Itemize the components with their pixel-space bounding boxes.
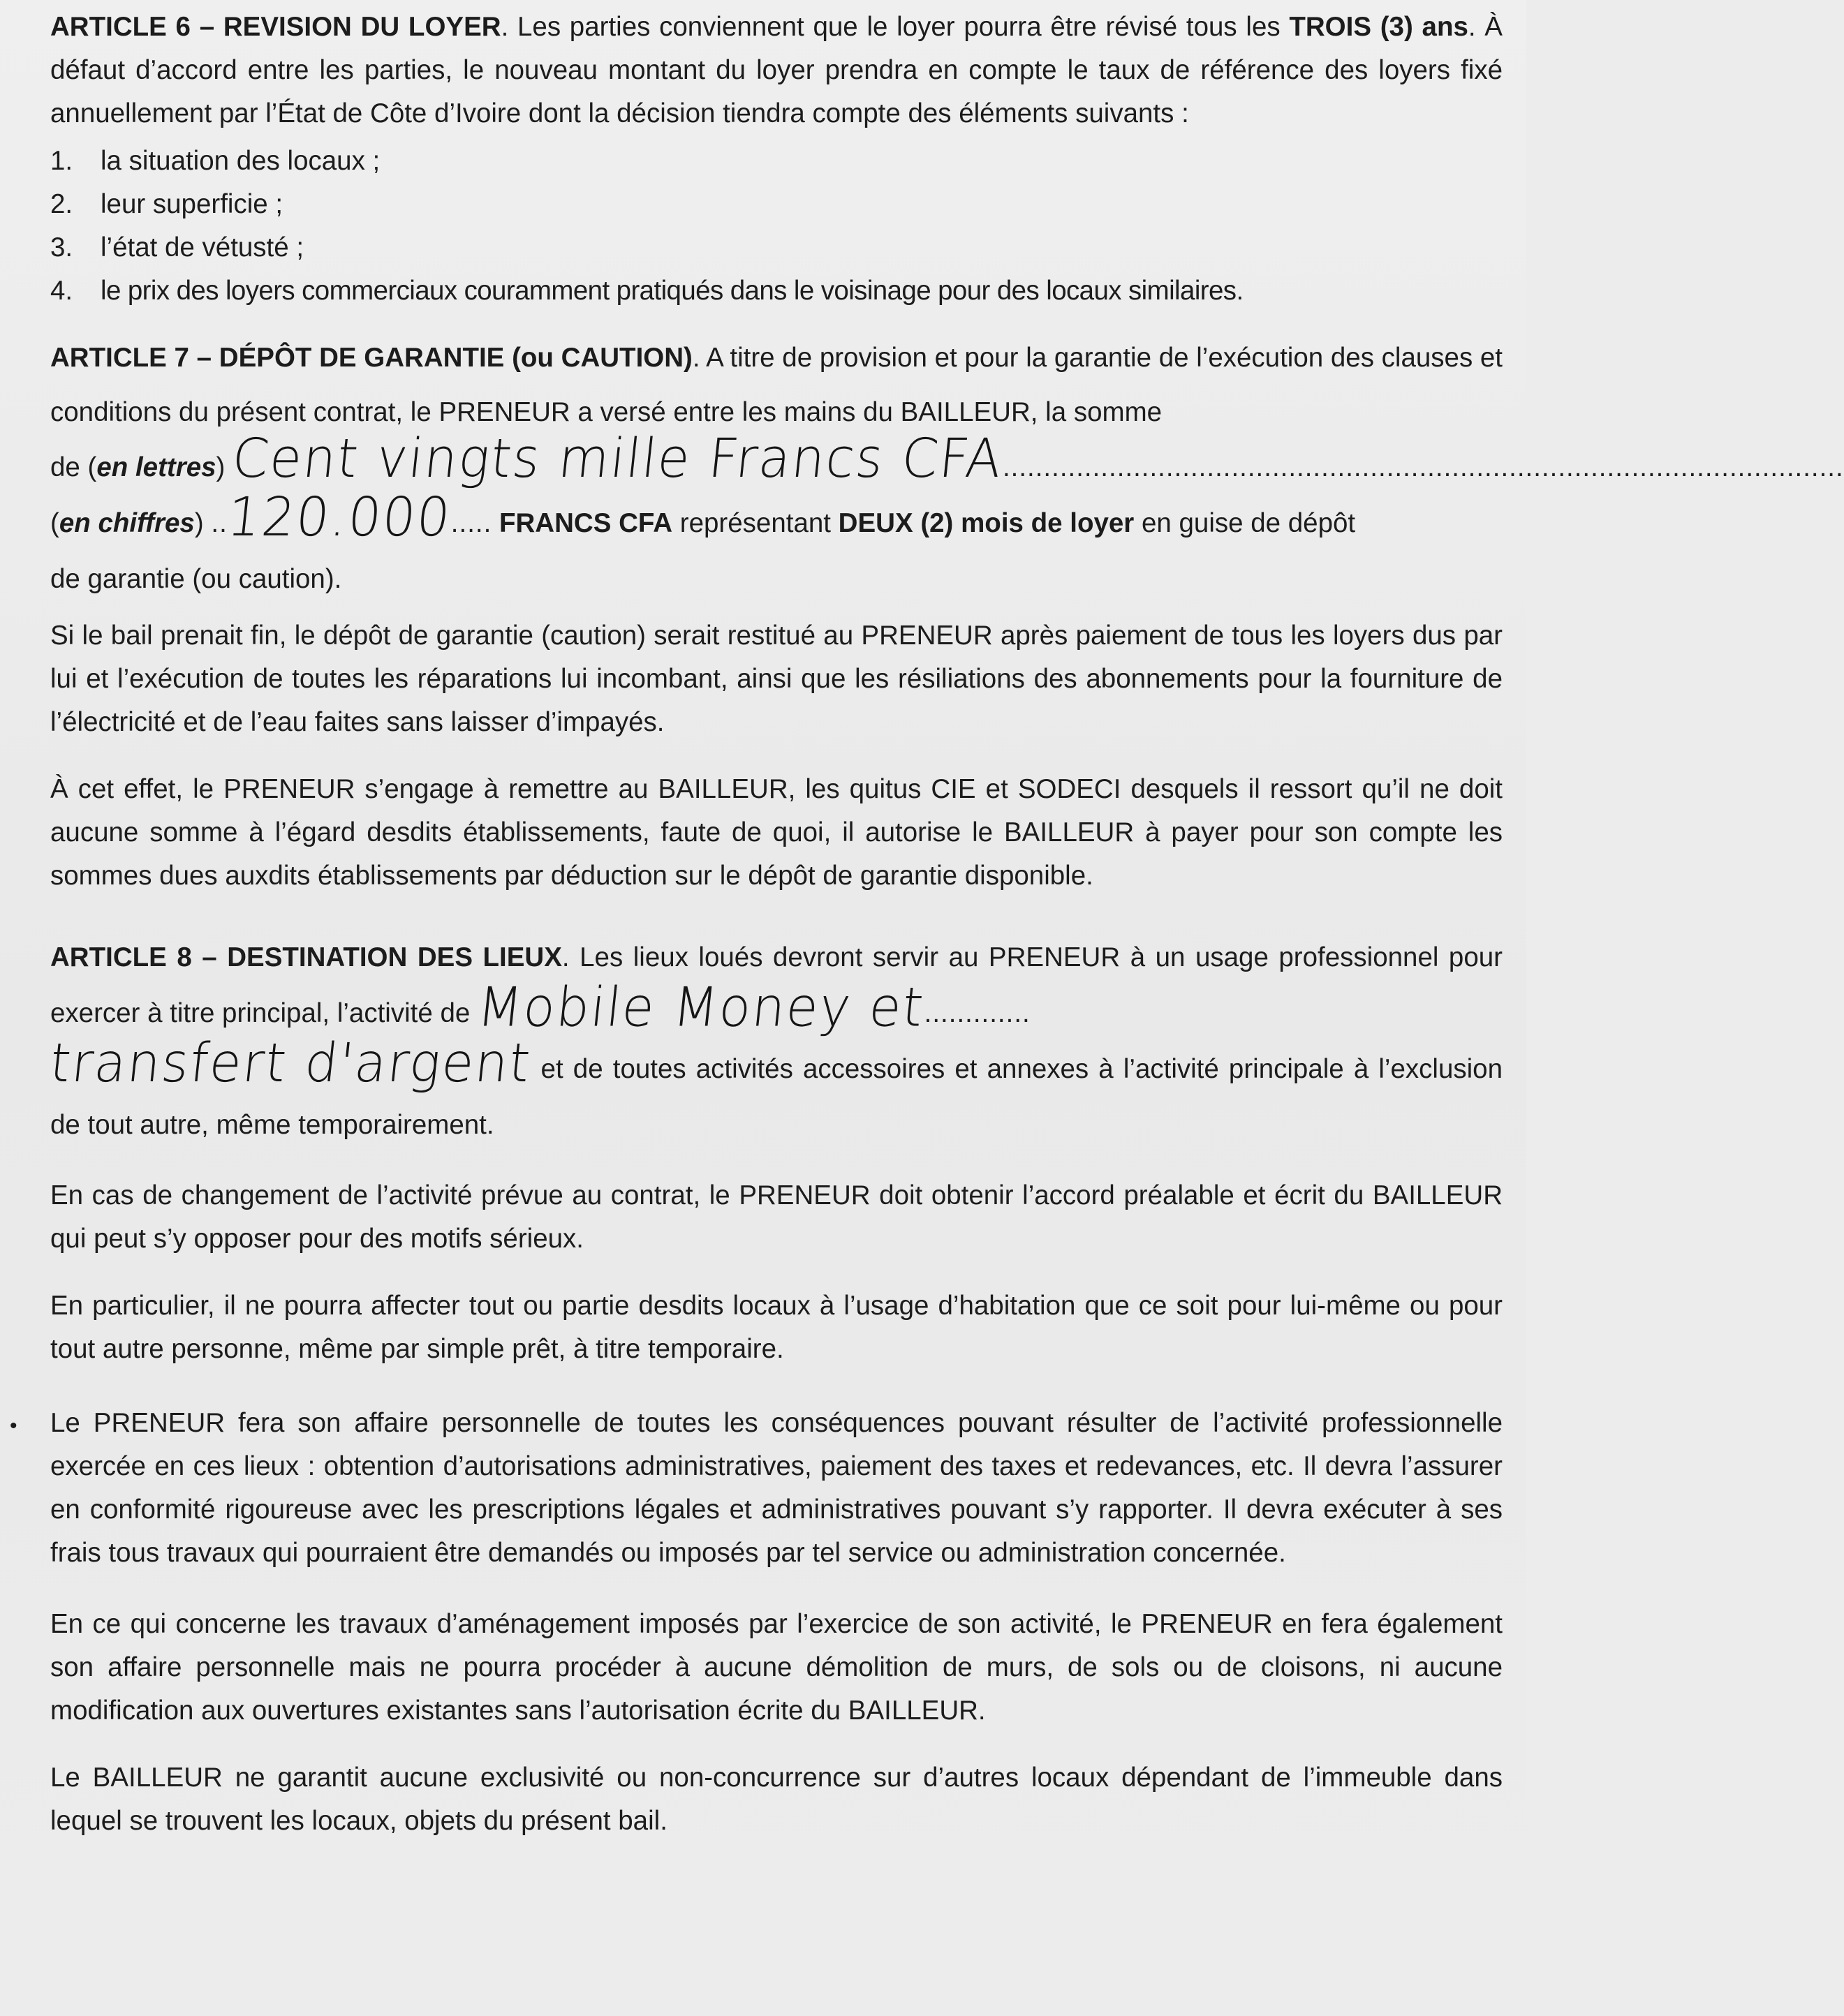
article-8-paragraph-4-wrap [10, 1402, 1503, 1575]
article-7-text-3: de garantie (ou caution). [50, 564, 342, 594]
amount-in-words-handwritten: Cent vingts mille Francs CFA [229, 427, 1006, 491]
revision-period: TROIS (3) ans [1289, 12, 1468, 42]
list-item: 4. le prix des loyers commerciaux couramment pratiqués dans le voisinage pour des locaux similaires. [50, 276, 1244, 306]
article-6-title: ARTICLE 6 – REVISION DU LOYER [50, 12, 501, 42]
article-8-paragraph-4: Le PRENEUR fera son affaire personnelle de toutes les conséquences pouvant résulter de l’activité professionnelle exercée en ces lieux : obtention d’autorisations administratives, paiement des taxes et redevances, etc. Il devra l’assurer en conformité rigoureuse avec les prescriptions légales et administratives pouvant s’y rapporter. Il devra exécuter à ses frais tous travaux qui pourraient être demandés ou imposés par tel service ou administration concernée. [50, 1408, 1503, 1568]
activity-handwritten-1: Mobile Money et [474, 975, 928, 1039]
list-item: 1. la situation des locaux ; [50, 146, 381, 176]
article-8-text-1: . Les lieux loués devront servir au PRENEUR à un usage professionnel pour exercer à titre principal, l’activité de [50, 942, 1503, 1028]
article-8-paragraph-3: En particulier, il ne pourra affecter tout ou partie desdits locaux à l’usage d’habitation que ce soit pour lui-même ou pour tout autre personne, même par simple prêt, à titre temporaire. [50, 1291, 1503, 1364]
currency-label: FRANCS CFA [499, 508, 673, 538]
en-chiffres-label: en chiffres [59, 508, 195, 538]
amount-in-digits-handwritten: 120.000 [224, 485, 455, 549]
article-8-paragraph-6: Le BAILLEUR ne garantit aucune exclusivité ou non-concurrence sur d’autres locaux dépendant de l’immeuble dans lequel se trouvent les locaux, objets du présent bail. [50, 1763, 1503, 1836]
en-lettres-label: en lettres [96, 452, 216, 482]
deposit-months: DEUX (2) mois de loyer [838, 508, 1135, 538]
revision-criteria-list [50, 140, 1503, 313]
document-body [10, 6, 1844, 1867]
amount-digits-row: (en chiffres) ..120.000..... FRANCS CFA représentant DEUX (2) mois de loyer en guise de dépôt [50, 485, 1356, 549]
article-7-paragraph-3: À cet effet, le PRENEUR s’engage à remettre au BAILLEUR, les quitus CIE et SODECI desquels il ressort qu’il ne doit aucune somme à l’égard desdits établissements, faute de quoi, il autorise le BAILLEUR à payer pour son compte les sommes dues auxdits établissements par déduction sur le dépôt de garantie disponible. [50, 774, 1503, 891]
article-6-text-2: . À défaut d’accord entre les parties, le nouveau montant du loyer prendra en compte le taux de référence des loyers fixé annuellement par l’État de Côte d’Ivoire dont la décision tiendra compte des éléments suivants : [50, 12, 1503, 128]
article-8-title: ARTICLE 8 – DESTINATION DES LIEUX [50, 942, 562, 972]
article-7-paragraph-2: Si le bail prenait fin, le dépôt de garantie (caution) serait restitué au PRENEUR après paiement de tous les loyers dus par lui et l’exécution de toutes les réparations lui incombant, ainsi que les résiliations des abonnements pour la fourniture de l’électricité et de l’eau faites sans laisser d’impayés. [50, 621, 1503, 737]
article-8-activity-row: transfert d'argent et de toutes activités accessoires et annexes à l’activité principale à l’exclusion de tout autre, même temporairement. [47, 1031, 1503, 1140]
list-item: 3. l’état de vétusté ; [50, 232, 304, 262]
article-7-text-1: . A titre de provision et pour la garantie de l’exécution des clauses et conditions du présent contrat, le PRENEUR a versé entre les mains du BAILLEUR, la somme [50, 343, 1503, 427]
amount-words-row: de ( en lettres ) Cent vingts mille Francs CFA ....................................................................................................... [50, 440, 1503, 496]
article-7-intro [50, 331, 1503, 440]
article-6-intro [50, 6, 1503, 135]
activity-handwritten-2: transfert d'argent [47, 1031, 535, 1095]
list-item: 2. leur superficie ; [50, 189, 283, 219]
article-7-title: ARTICLE 7 – DÉPÔT DE GARANTIE (ou CAUTION) [50, 343, 693, 373]
bullet-mark: • [10, 1414, 17, 1437]
article-8-intro: ARTICLE 8 – DESTINATION DES LIEUX. Les lieux loués devront servir au PRENEUR à un usage professionnel pour exercer à titre principal, l’activité de Mobile Money et............. [50, 942, 1503, 1039]
article-8-paragraph-2: En cas de changement de l’activité prévue au contrat, le PRENEUR doit obtenir l’accord préalable et écrit du BAILLEUR qui peut s’y opposer pour des motifs sérieux. [50, 1180, 1503, 1254]
article-8-paragraph-5: En ce qui concerne les travaux d’aménagement imposés par l’exercice de son activité, le PRENEUR en fera également son affaire personnelle mais ne pourra procéder à aucune démolition de murs, de sols ou de cloisons, ni aucune modification aux ouvertures existantes sans l’autorisation écrite du BAILLEUR. [50, 1609, 1503, 1726]
article-6-text-1: . Les parties conviennent que le loyer pourra être révisé tous les [501, 12, 1290, 42]
